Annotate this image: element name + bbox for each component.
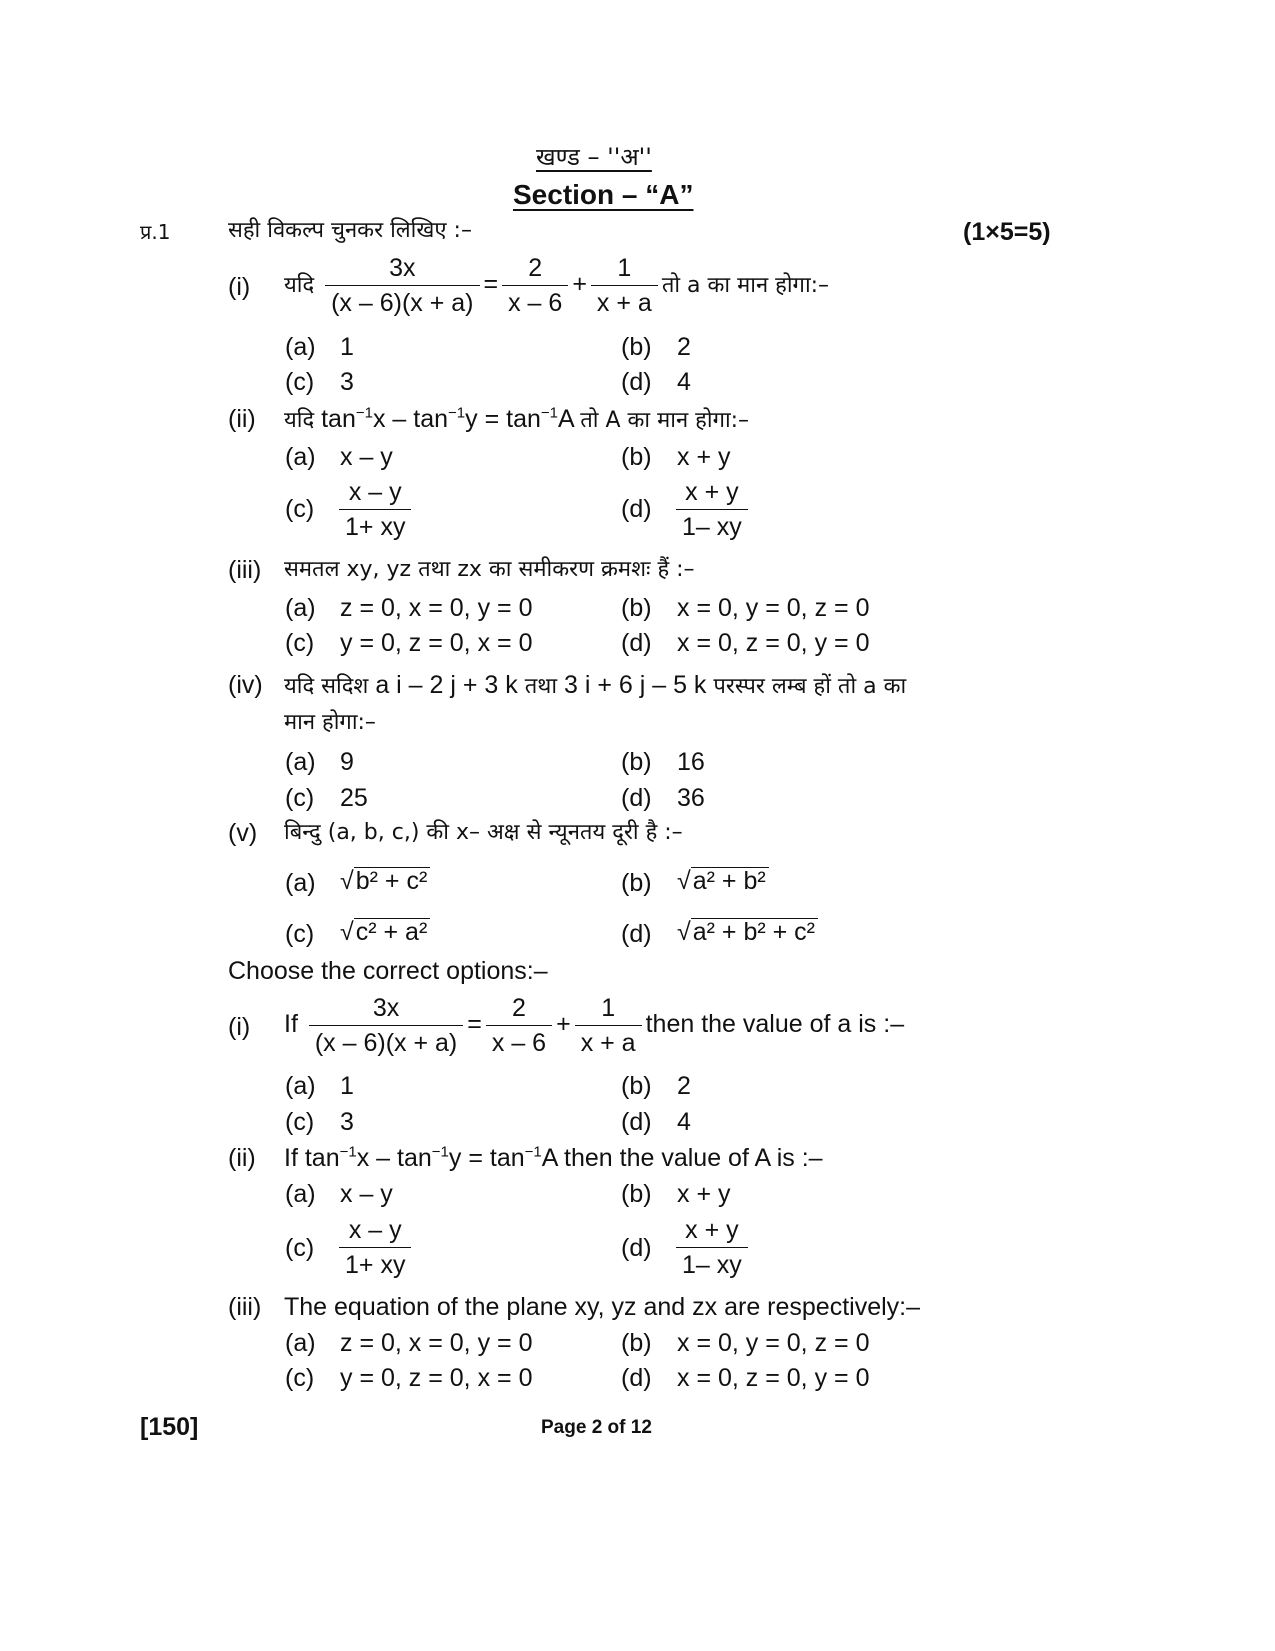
instruction-hindi: सही विकल्प चुनकर लिखिए :– <box>228 218 472 243</box>
en-iii-question: The equation of the plane xy, yz and zx are respectively:– <box>284 1293 921 1321</box>
hi-ii-question: यदि $\tan^{-1}x - \tan^{-1}y = \tan^{-1}A$ तो A का मान होगा:– <box>284 404 750 433</box>
hi-iv-option-c: 25 <box>340 784 368 812</box>
hi-ii-option-a: x – y <box>340 443 393 471</box>
hi-ii-option-c: $\frac{x - y}{1+ xy}$ <box>335 478 415 541</box>
option-label-c: (c) <box>285 1234 315 1262</box>
option-label-a: (a) <box>285 1329 316 1357</box>
hi-v-option-b: √a² + b² <box>677 866 769 896</box>
hi-iii-question: समतल xy, yz तथा zx का समीकरण क्रमशः हैं :– <box>284 557 695 582</box>
option-label-a: (a) <box>285 333 316 361</box>
hi-i-fraction-2: $\frac{2}{x - 6}$ <box>502 254 568 317</box>
hi-i-pre: यदि <box>284 273 315 299</box>
hi-i-label: (i) <box>228 273 251 301</box>
en-i-option-d: 4 <box>677 1108 691 1136</box>
en-iii-option-a: z = 0, x = 0, y = 0 <box>340 1329 533 1357</box>
hi-v-option-d: √a² + b² + c² <box>677 917 818 947</box>
question-number: प्र.1 <box>140 220 171 244</box>
hi-iii-label: (iii) <box>228 556 262 584</box>
hi-v-option-c: √c² + a² <box>340 917 430 947</box>
en-i-fraction-1: $\frac{3x}{(x - 6)(x + a)}$ <box>309 994 463 1057</box>
en-i-option-c: 3 <box>340 1108 354 1136</box>
option-label-b: (b) <box>621 748 652 776</box>
option-label-a: (a) <box>285 443 316 471</box>
en-i-fraction-2: $\frac{2}{x - 6}$ <box>486 994 552 1057</box>
vector-2: 3 i + 6 j – 5 k <box>563 671 707 699</box>
hi-v-question: बिन्दु (a, b, c,) की x– अक्ष से न्यूनतय दूरी है :– <box>284 820 683 845</box>
option-label-a: (a) <box>285 1072 316 1100</box>
option-label-c: (c) <box>285 1364 315 1392</box>
en-i-fraction-3: $\frac{1}{x + a}$ <box>575 994 642 1057</box>
option-label-d: (d) <box>621 1364 652 1392</box>
marks: (1×5=5) <box>963 218 1051 246</box>
option-label-d: (d) <box>621 368 652 396</box>
section-heading-english: Section – “A” <box>513 179 694 210</box>
hi-i-fraction-3: $\frac{1}{x + a}$ <box>591 254 658 317</box>
hi-i-fraction-1: $\frac{3x}{(x - 6)(x + a)}$ <box>325 254 479 317</box>
option-label-d: (d) <box>621 784 652 812</box>
en-i-option-b: 2 <box>677 1072 691 1100</box>
option-label-a: (a) <box>285 748 316 776</box>
en-i-question: If $\frac{3x}{(x - 6)(x + a)}$ = $\frac{2}{x - 6}$ + $\frac{1}{x + a}$ then the value of a is :– <box>284 994 905 1057</box>
hi-iii-option-a: z = 0, x = 0, y = 0 <box>340 594 533 622</box>
paper-code: [150] <box>140 1413 199 1441</box>
en-iii-option-d: x = 0, z = 0, y = 0 <box>677 1364 870 1392</box>
option-label-b: (b) <box>621 869 652 897</box>
en-ii-option-a: x – y <box>340 1180 393 1208</box>
option-label-d: (d) <box>621 920 652 948</box>
option-label-b: (b) <box>621 1072 652 1100</box>
option-label-d: (d) <box>621 1234 652 1262</box>
en-ii-option-c: $\frac{x - y}{1+ xy}$ <box>335 1216 415 1279</box>
option-label-a: (a) <box>285 1180 316 1208</box>
hi-iv-label: (iv) <box>228 671 263 699</box>
hi-i-option-c: 3 <box>340 368 354 396</box>
en-iii-option-b: x = 0, y = 0, z = 0 <box>677 1329 870 1357</box>
section-heading-hindi: खण्ड – ''अ'' <box>536 143 652 171</box>
hi-ii-option-b: x + y <box>677 443 731 471</box>
hi-iv-option-a: 9 <box>340 748 354 776</box>
hi-ii-label: (ii) <box>228 405 256 433</box>
hi-iv-option-b: 16 <box>677 748 705 776</box>
option-label-c: (c) <box>285 1108 315 1136</box>
hi-i-post: तो a का मान होगा:– <box>661 273 830 299</box>
en-ii-label: (ii) <box>228 1144 256 1172</box>
option-label-a: (a) <box>285 594 316 622</box>
option-label-b: (b) <box>621 443 652 471</box>
option-label-a: (a) <box>285 869 316 897</box>
option-label-b: (b) <box>621 1180 652 1208</box>
hi-i-option-b: 2 <box>677 333 691 361</box>
option-label-b: (b) <box>621 594 652 622</box>
option-label-c: (c) <box>285 368 315 396</box>
hi-v-label: (v) <box>228 819 258 847</box>
hi-iv-question-line2: मान होगा:– <box>284 710 376 735</box>
vector-1: a i – 2 j + 3 k <box>375 671 518 699</box>
hi-v-option-a: √b² + c² <box>340 866 430 896</box>
hi-i-question: यदि $\frac{3x}{(x - 6)(x + a)}$ = $\frac{2}{x - 6}$ + $\frac{1}{x + a}$ तो a का मान होगा:– <box>284 254 830 317</box>
option-label-b: (b) <box>621 1329 652 1357</box>
instruction-english: Choose the correct options:– <box>228 957 548 985</box>
option-label-d: (d) <box>621 495 652 523</box>
en-i-option-a: 1 <box>340 1072 354 1100</box>
page-number: Page 2 of 12 <box>541 1417 652 1438</box>
en-iii-label: (iii) <box>228 1293 262 1321</box>
en-ii-option-d: $\frac{x + y}{1- xy}$ <box>672 1216 752 1279</box>
hi-ii-option-d: $\frac{x + y}{1- xy}$ <box>672 478 752 541</box>
en-ii-option-b: x + y <box>677 1180 731 1208</box>
option-label-d: (d) <box>621 629 652 657</box>
en-iii-option-c: y = 0, z = 0, x = 0 <box>340 1364 533 1392</box>
hi-i-option-a: 1 <box>340 333 354 361</box>
hi-iii-option-c: y = 0, z = 0, x = 0 <box>340 629 533 657</box>
hi-iii-option-b: x = 0, y = 0, z = 0 <box>677 594 870 622</box>
hi-iv-question: यदि सदिश a i – 2 j + 3 k तथा 3 i + 6 j – 5 k परस्पर लम्ब हों तो a का <box>284 671 907 699</box>
option-label-c: (c) <box>285 920 315 948</box>
hi-i-option-d: 4 <box>677 368 691 396</box>
option-label-b: (b) <box>621 333 652 361</box>
option-label-c: (c) <box>285 784 315 812</box>
en-ii-question: If $\tan^{-1}x - \tan^{-1}y = \tan^{-1}A$ then the value of A is :– <box>284 1143 823 1172</box>
hi-iv-option-d: 36 <box>677 784 705 812</box>
option-label-d: (d) <box>621 1108 652 1136</box>
option-label-c: (c) <box>285 495 315 523</box>
en-i-label: (i) <box>228 1013 251 1041</box>
hi-iii-option-d: x = 0, z = 0, y = 0 <box>677 629 870 657</box>
option-label-c: (c) <box>285 629 315 657</box>
